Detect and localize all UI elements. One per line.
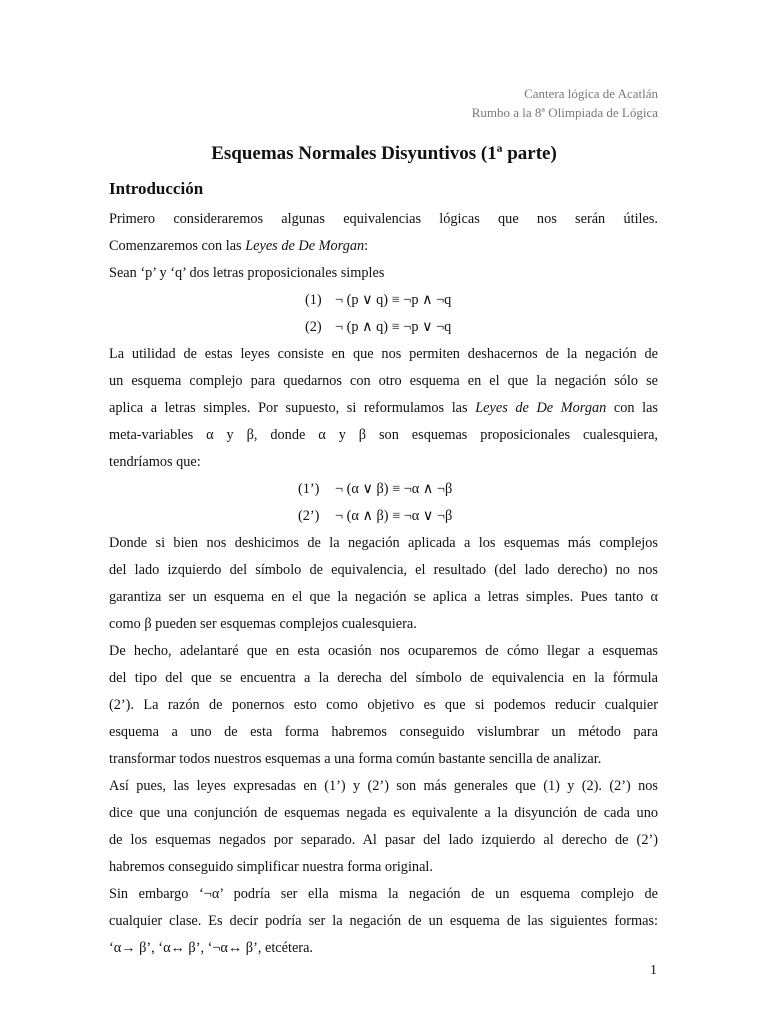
- formula-label: (2): [305, 319, 322, 335]
- formula-line: [109, 287, 658, 314]
- paragraph-line: de los esquemas negados por separado. Al pasar del lado izquierdo al derecho de (2’): [109, 832, 658, 848]
- formula-expression: ¬ (α ∨ β) ≡ ¬α ∧ ¬β: [335, 481, 453, 497]
- paragraph-line: cualquier clase. Es decir podría ser la negación de un esquema de las siguientes formas:: [109, 913, 658, 929]
- paragraph-line: De hecho, adelantaré que en esta ocasión nos ocuparemos de cómo llegar a esquemas: [109, 643, 658, 659]
- paragraph-line: como β pueden ser esquemas complejos cualesquiera.: [109, 616, 417, 632]
- emphasis-text: Leyes de De Morgan: [475, 400, 607, 416]
- document-body: [109, 206, 658, 962]
- running-header: [472, 84, 658, 122]
- paragraph-line: meta-variables α y β, donde α y β son esquemas proposicionales cualesquiera,: [109, 427, 658, 443]
- paragraph-line: La utilidad de estas leyes consiste en que nos permiten deshacernos de la negación de: [109, 346, 658, 362]
- paragraph-line: Sin embargo ‘¬α’ podría ser ella misma la negación de un esquema complejo de: [109, 886, 658, 902]
- page-number: 1: [650, 963, 657, 978]
- text-span: Comenzaremos con las: [109, 238, 246, 254]
- formula-line: [109, 503, 658, 530]
- formula-label: (2’): [298, 508, 320, 524]
- paragraph-line: transformar todos nuestros esquemas a una forma común bastante sencilla de analizar.: [109, 751, 602, 767]
- paragraph-line: esquema a uno de esta forma habremos conseguido vislumbrar un método para: [109, 724, 658, 740]
- formula-label: (1): [305, 292, 322, 308]
- formula-expression: ¬ (α ∧ β) ≡ ¬α ∨ ¬β: [335, 508, 453, 524]
- paragraph-line: [109, 233, 658, 260]
- paragraph-line: habremos conseguido simplificar nuestra forma original.: [109, 859, 433, 875]
- paragraph-line: del lado izquierdo del símbolo de equivalencia, el resultado (del lado derecho) no nos: [109, 562, 658, 578]
- formula-label: (1’): [298, 481, 320, 497]
- text-span: :: [364, 238, 369, 254]
- text-span: con las: [606, 400, 658, 416]
- formula-expression: ¬ (p ∨ q) ≡ ¬p ∧ ¬q: [335, 292, 452, 308]
- formula-expression: ¬ (p ∧ q) ≡ ¬p ∨ ¬q: [335, 319, 452, 335]
- paragraph-line: dice que una conjunción de esquemas negada es equivalente a la disyunción de cada uno: [109, 805, 658, 821]
- paragraph-line: garantiza ser un esquema en el que la negación se aplica a letras simples. Pues tanto α: [109, 589, 658, 605]
- paragraph-line: Así pues, las leyes expresadas en (1’) y (2’) son más generales que (1) y (2). (2’) nos: [109, 778, 658, 794]
- paragraph-line: ‘α→ β’, ‘α↔ β’, ‘¬α↔ β’, etcétera.: [109, 940, 313, 956]
- paragraph-line: [109, 395, 658, 422]
- paragraph-line: Donde si bien nos deshicimos de la negación aplicada a los esquemas más complejos: [109, 535, 658, 551]
- document-title: Esquemas Normales Disyuntivos (1ª parte): [211, 143, 557, 164]
- header-line-2: Rumbo a la 8ª Olimpiada de Lógica: [471, 105, 658, 120]
- paragraph-line: Sean ‘p’ y ‘q’ dos letras proposicionales simples: [109, 265, 385, 281]
- formula-line: [109, 476, 658, 503]
- header-line-1: Cantera lógica de Acatlán: [524, 86, 658, 101]
- formula-line: [109, 314, 658, 341]
- paragraph-line: tendríamos que:: [109, 454, 201, 470]
- paragraph-line: Primero consideraremos algunas equivalencias lógicas que nos serán útiles.: [109, 211, 658, 227]
- section-heading: Introducción: [109, 179, 204, 198]
- paragraph-line: un esquema complejo para quedarnos con otro esquema en el que la negación sólo se: [109, 373, 658, 389]
- emphasis-text: Leyes de De Morgan: [245, 238, 365, 254]
- paragraph-line: del tipo del que se encuentra a la derecha del símbolo de equivalencia en la fórmula: [109, 670, 658, 686]
- paragraph-line: (2’). La razón de ponernos esto como objetivo es que si podemos reducir cualquier: [109, 697, 658, 713]
- text-span: aplica a letras simples. Por supuesto, si reformulamos las: [109, 400, 476, 416]
